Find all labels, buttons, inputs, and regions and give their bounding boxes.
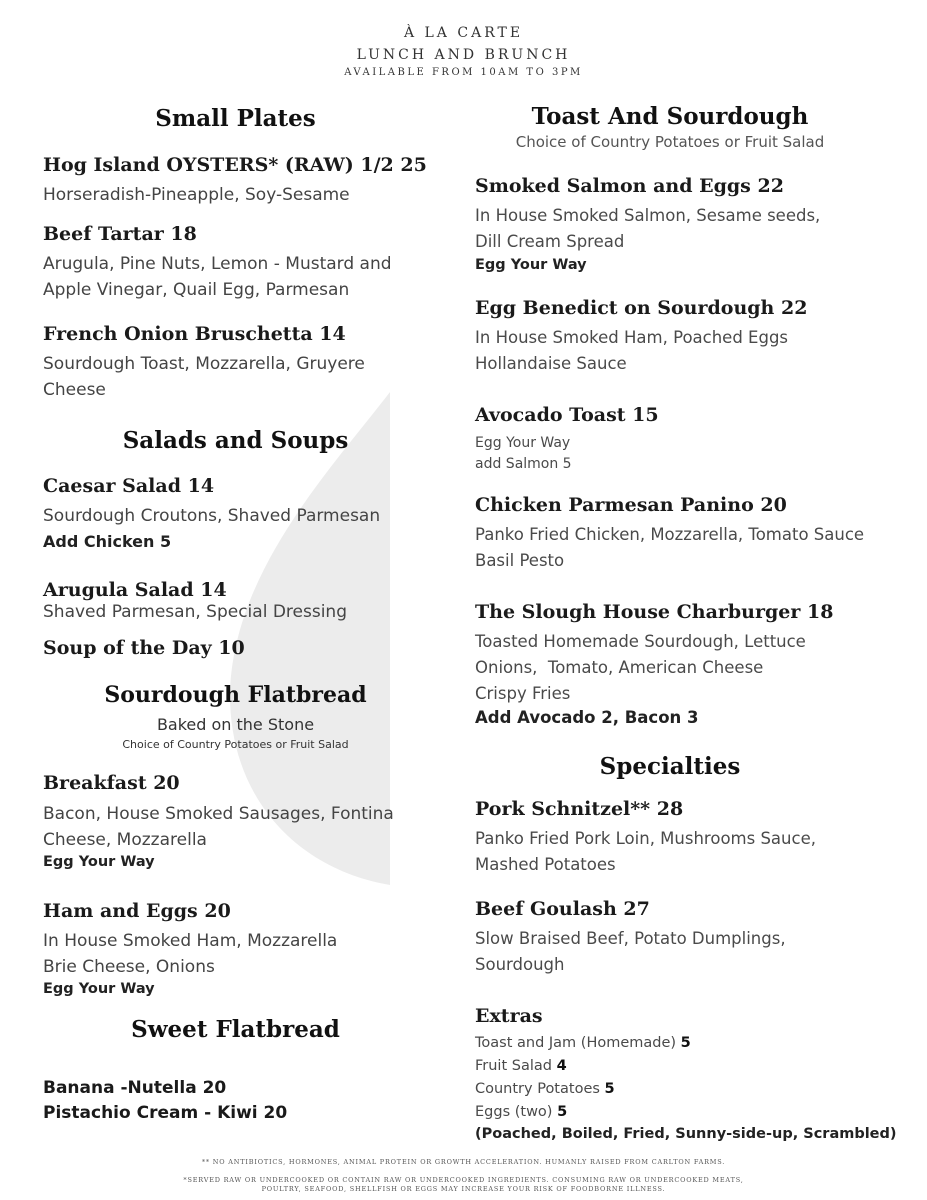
item-charburger-desc-3: Crispy Fries <box>475 684 571 703</box>
flatbread-side-choice: Choice of Country Potatoes or Fruit Salad <box>122 738 349 751</box>
item-oysters-title: Hog Island OYSTERS* (RAW) 1/2 25 <box>43 154 427 176</box>
section-title-small-plates: Small Plates <box>155 105 316 132</box>
item-avocado-toast-title: Avocado Toast 15 <box>475 404 659 426</box>
item-beef-tartar-desc: Arugula, Pine Nuts, Lemon - Mustard and Apple Vinegar, Quail Egg, Parmesan <box>43 254 392 300</box>
item-charburger-desc-2: Onions, Tomato, American Cheese <box>475 658 764 677</box>
item-schnitzel-title: Pork Schnitzel** 28 <box>475 798 684 820</box>
item-goulash-desc: Slow Braised Beef, Potato Dumplings, Sourdough <box>475 929 786 974</box>
item-bruschetta-desc: Sourdough Toast, Mozzarella, Gruyere Cheese <box>43 354 365 400</box>
item-ham-eggs-note: Egg Your Way <box>43 981 155 997</box>
item-smoked-salmon-desc: In House Smoked Salmon, Sesame seeds, Dill Cream Spread <box>475 206 821 251</box>
item-avocado-toast-line-1: Egg Your Way <box>475 435 571 451</box>
item-charburger-desc-1: Toasted Homemade Sourdough, Lettuce <box>475 632 806 651</box>
item-beef-tartar-title: Beef Tartar 18 <box>43 223 197 245</box>
item-egg-benedict-title: Egg Benedict on Sourdough 22 <box>475 297 808 319</box>
menu-header <box>0 22 927 80</box>
item-caesar-addon: Add Chicken 5 <box>43 532 172 551</box>
header-line-2: LUNCH AND BRUNCH <box>356 47 571 63</box>
item-chicken-panino-desc-2: Basil Pesto <box>475 551 565 570</box>
item-bruschetta-title: French Onion Bruschetta 14 <box>43 323 346 345</box>
item-chicken-panino-title: Chicken Parmesan Panino 20 <box>475 494 787 516</box>
item-caesar-desc: Sourdough Croutons, Shaved Parmesan <box>43 506 381 526</box>
extra-country-potatoes: Country Potatoes 5 <box>475 1081 615 1097</box>
item-arugula-title: Arugula Salad 14 <box>43 579 227 601</box>
item-breakfast-title: Breakfast 20 <box>43 772 180 794</box>
flatbread-subtitle: Baked on the Stone <box>156 715 315 734</box>
section-title-toast: Toast And Sourdough <box>531 103 809 130</box>
footer-notice-1: ** NO ANTIBIOTICS, HORMONES, ANIMAL PROTEIN OR GROWTH ACCELERATION. HUMANLY RAISED FROM CARLTON FARMS. <box>201 1158 726 1166</box>
item-chicken-panino-desc-1: Panko Fried Chicken, Mozzarella, Tomato Sauce <box>475 525 865 544</box>
item-caesar-title: Caesar Salad 14 <box>43 475 215 497</box>
item-breakfast-desc: Bacon, House Smoked Sausages, Fontina Cheese, Mozzarella <box>43 804 394 850</box>
item-ham-eggs-desc: In House Smoked Ham, Mozzarella Brie Cheese, Onions <box>43 931 338 977</box>
item-schnitzel-desc: Panko Fried Pork Loin, Mushrooms Sauce, Mashed Potatoes <box>475 829 816 874</box>
item-banana-nutella: Banana -Nutella 20 <box>43 1078 227 1098</box>
item-oysters-desc: Horseradish-Pineapple, Soy-Sesame <box>43 185 350 205</box>
item-charburger-title: The Slough House Charburger 18 <box>475 601 834 623</box>
item-smoked-salmon-note: Egg Your Way <box>475 257 587 273</box>
item-soup-title: Soup of the Day 10 <box>43 637 245 659</box>
item-smoked-salmon-title: Smoked Salmon and Eggs 22 <box>475 175 784 197</box>
extra-egg-styles: (Poached, Boiled, Fried, Sunny-side-up, Scrambled) <box>475 1126 897 1142</box>
extra-eggs: Eggs (two) 5 <box>475 1104 568 1120</box>
header-availability: AVAILABLE FROM 10AM TO 3PM <box>344 67 583 78</box>
toast-side-choice: Choice of Country Potatoes or Fruit Salad <box>515 133 825 151</box>
header-line-1: À LA CARTE <box>403 25 524 41</box>
footer-notice-2: *SERVED RAW OR UNDERCOOKED OR CONTAIN RAW OR UNDERCOOKED INGREDIENTS. CONSUMING RAW OR UNDERCOOKED MEATS, <box>183 1176 744 1184</box>
extra-fruit-salad: Fruit Salad 4 <box>475 1058 567 1074</box>
item-egg-benedict-desc-2: Hollandaise Sauce <box>475 354 627 373</box>
item-avocado-toast-line-2: add Salmon 5 <box>475 456 572 472</box>
section-title-extras: Extras <box>475 1005 543 1027</box>
section-title-salads-soups: Salads and Soups <box>122 427 349 454</box>
item-goulash-title: Beef Goulash 27 <box>475 898 650 920</box>
footer-notice-3: POULTRY, SEAFOOD, SHELLFISH OR EGGS MAY INCREASE YOUR RISK OF FOODBORNE ILLNESS. <box>261 1185 666 1193</box>
section-title-sweet-flatbread: Sweet Flatbread <box>131 1016 340 1043</box>
item-charburger-addon: Add Avocado 2, Bacon 3 <box>475 708 699 727</box>
item-arugula-desc: Shaved Parmesan, Special Dressing <box>43 602 347 622</box>
item-breakfast-note: Egg Your Way <box>43 854 155 870</box>
item-pistachio-kiwi: Pistachio Cream - Kiwi 20 <box>43 1103 288 1123</box>
extra-toast-jam: Toast and Jam (Homemade) 5 <box>475 1035 691 1051</box>
item-ham-eggs-title: Ham and Eggs 20 <box>43 900 231 922</box>
item-egg-benedict-desc-1: In House Smoked Ham, Poached Eggs <box>475 328 789 347</box>
section-title-sourdough-flatbread: Sourdough Flatbread <box>104 682 367 708</box>
section-title-specialties: Specialties <box>599 753 741 780</box>
